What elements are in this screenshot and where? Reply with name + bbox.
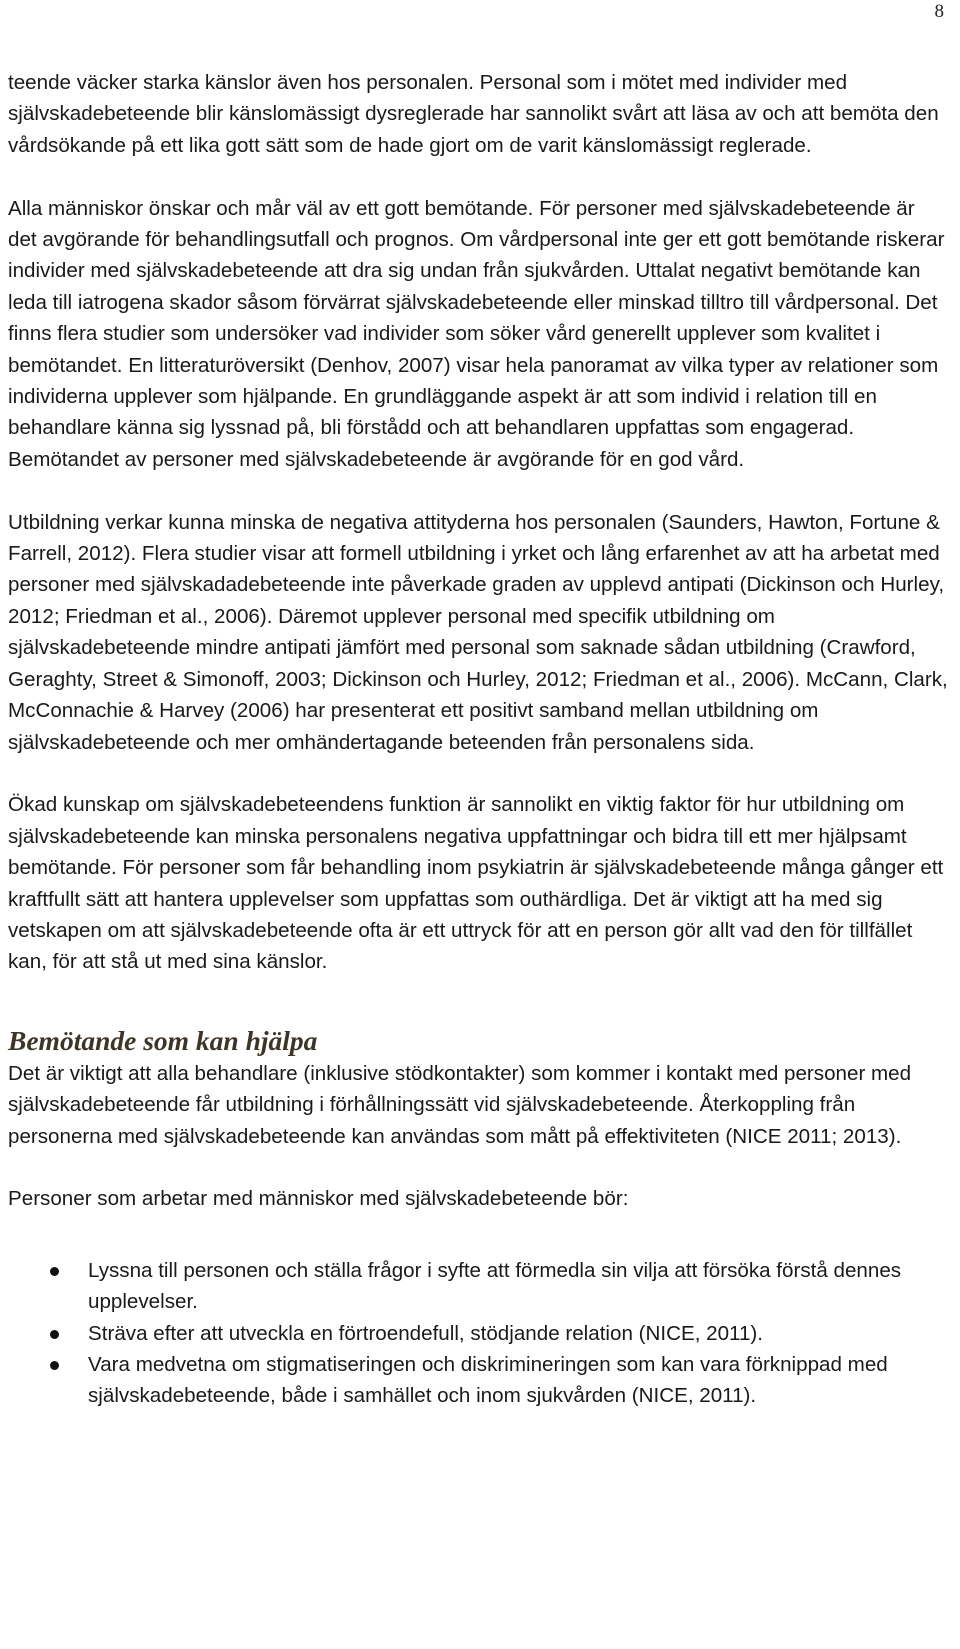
list-item-text: Lyssna till personen och ställa frågor i syfte att förmedla sin vilja att försöka förstå dennes upplevelser. (88, 1258, 902, 1314)
bullet-icon (50, 1361, 59, 1370)
section-heading: Bemötande som kan hjälpa (8, 1024, 318, 1056)
body-paragraph: Utbildning verkar kunna minska de negativa attityderna hos personalen (Saunders, Hawton, Fortune & Farrell, 2012). Flera studier visar att formell utbildning i yrket och lång erfarenhet av att ha arbetat med personer med självskadadebeteende inte påverkade graden av upplevd antipati (Dickinson och Hurley, 2012; Friedman et al., 2006). Däremot upplever personal med specifik utbildning om självskadebeteende mindre antipati jämfört med personal som saknade sådan utbildning (Crawford, Geraghty, Street & Simonoff, 2003; Dickinson och Hurley, 2012; Friedman et al., 2006). McCann, Clark, McConnachie & Harvey (2006) har presenterat ett positivt samband mellan utbildning om självskadebeteende och mer omhändertagande beteenden från personalens sida. (8, 510, 948, 754)
body-paragraph: teende väcker starka känslor även hos personalen. Personal som i mötet med individer med självskadebeteende blir känslomässigt dysreglerade har sannolikt svårt att läsa av och att bemöta den vårdsökande på ett lika gott sätt som de hade gjort om de varit känslomässigt reglerade. (8, 71, 939, 157)
list-item-text: Vara medvetna om stigmatiseringen och diskrimineringen som kan vara förknippad med självskadebeteende, både i samhället och inom sjukvården (NICE, 2011). (88, 1352, 888, 1408)
page-number: 8 (934, 1, 944, 22)
list-item (8, 1318, 948, 1349)
page-content (8, 67, 948, 1412)
section-paragraph: Personer som arbetar med människor med självskadebeteende bör: (8, 1187, 629, 1211)
section-paragraph: Det är viktigt att alla behandlare (inklusive stödkontakter) som kommer i kontakt med personer med självskadebeteende får utbildning i förhållningssätt vid självskadebeteende. Återkoppling från personerna med självskadebeteende kan användas som mått på effektiviteten (NICE 2011; 2013). (8, 1061, 912, 1148)
body-paragraph: Alla människor önskar och mår väl av ett gott bemötande. För personer med självskadebeteende är det avgörande för behandlingsutfall och prognos. Om vårdpersonal inte ger ett gott bemötande riskerar individer med självskadebeteende att dra sig undan från sjukvården. Uttalat negativt bemötande kan leda till iatrogena skador såsom förvärrat självskadebeteende eller minskad tilltro till vårdpersonal. Det finns flera studier som undersöker vad individer som söker vård generellt upplever som kvalitet i bemötandet. En litteraturöversikt (Denhov, 2007) visar hela panoramat av vilka typer av relationer som individerna upplever som hjälpande. En grundläggande aspekt är att som individ i relation till en behandlare känna sig lyssnad på, bli förstådd och att behandlaren uppfattas som engagerad. Bemötandet av personer med självskadebeteende är avgörande för en god vård. (8, 196, 945, 471)
list-item-text: Sträva efter att utveckla en förtroendefull, stödjande relation (NICE, 2011). (88, 1321, 763, 1345)
bullet-icon (50, 1330, 59, 1339)
list-item (8, 1255, 948, 1318)
body-paragraph: Ökad kunskap om självskadebeteendens funktion är sannolikt en viktig faktor för hur utbildning om självskadebeteende kan minska personalens negativa uppfattningar och bidra till ett mer hjälpsamt bemötande. För personer som får behandling inom psykiatrin är självskadebeteende många gånger ett kraftfullt sätt att hantera upplevelser som uppfattas som outhärdliga. Det är viktigt att ha med sig vetskapen om att självskadebeteende ofta är ett uttryck för att en person gör allt vad den för tillfället kan, för att stå ut med sina känslor. (8, 793, 944, 974)
list-item (8, 1349, 948, 1412)
bullet-icon (50, 1267, 59, 1276)
bullet-list (8, 1255, 948, 1412)
